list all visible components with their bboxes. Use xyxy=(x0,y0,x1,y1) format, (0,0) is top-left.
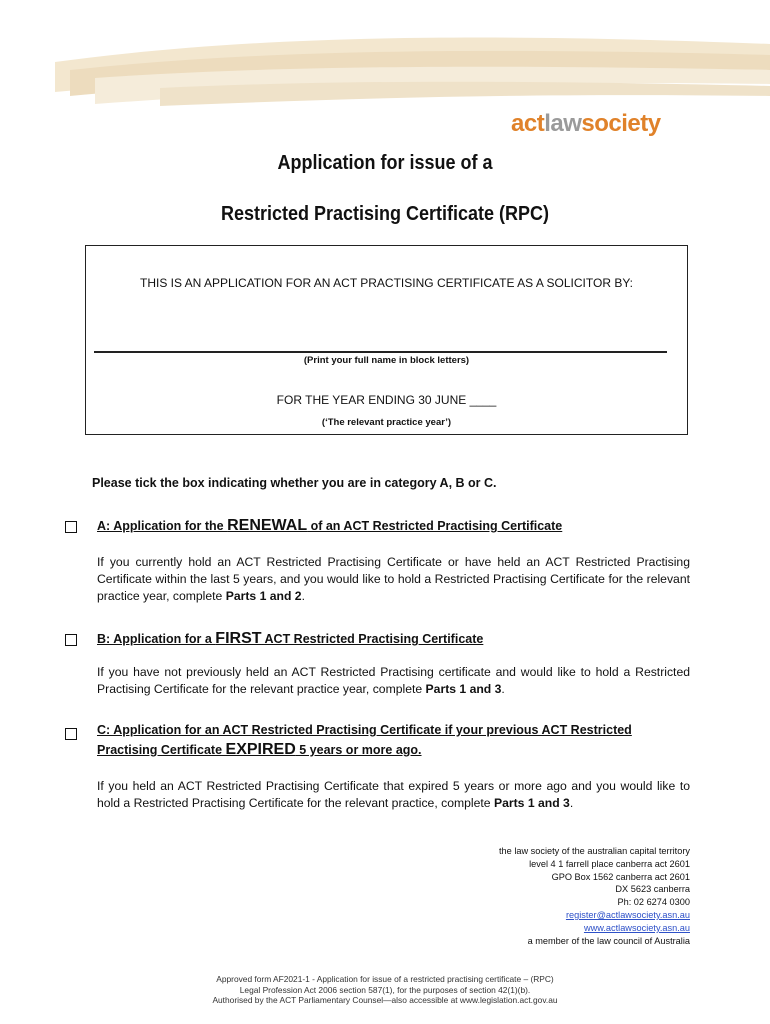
category-b-heading-post: ACT Restricted Practising Certificate xyxy=(261,632,484,646)
logo-act-text: act xyxy=(511,110,545,137)
category-a-heading xyxy=(97,517,562,535)
email-link[interactable]: register@actlawsociety.asn.au xyxy=(565,909,690,920)
category-c-heading-line-1: C: Application for an ACT Restricted Practising Certificate if your previous ACT Restricted xyxy=(97,723,632,737)
address-line: DX 5623 canberra xyxy=(615,884,690,895)
category-a-description xyxy=(97,554,690,605)
category-c-end: . xyxy=(569,796,574,810)
year-ending-field[interactable]: FOR THE YEAR ENDING 30 JUNE ____ xyxy=(276,393,497,407)
full-name-hint: (Print your full name in block letters) xyxy=(303,355,470,366)
actlawsociety-logo xyxy=(511,110,661,138)
category-b-checkbox[interactable] xyxy=(65,634,77,646)
category-c-heading-pre: Practising Certificate xyxy=(97,743,226,757)
title-line-1: Application for issue of a xyxy=(277,152,493,174)
address-line: GPO Box 1562 canberra act 2601 xyxy=(551,871,690,882)
category-c-heading-post: 5 years or more ago. xyxy=(295,743,422,757)
category-c-text: If you held an ACT Restricted Practising Certificate that expired 5 years or more ago and you would like to hold a Restricted Practising Certificate for the relevant practice, complete xyxy=(97,779,690,810)
category-b-heading xyxy=(97,630,483,648)
title-line-2: Restricted Practising Certificate (RPC) xyxy=(220,203,550,225)
category-instruction: Please tick the box indicating whether you are in category A, B or C. xyxy=(92,476,497,490)
category-a-end: . xyxy=(301,589,305,603)
footer-line: Legal Profession Act 2006 section 587(1), for the purposes of section 42(1)(b). xyxy=(239,984,531,995)
year-hint: (‘The relevant practice year’) xyxy=(321,417,452,428)
logo-society-text: society xyxy=(581,110,661,137)
expired-emphasis: EXPIRED xyxy=(225,741,296,758)
logo-law-text: law xyxy=(544,110,582,137)
renewal-emphasis: RENEWAL xyxy=(227,517,308,534)
law-society-address-block xyxy=(499,845,690,947)
category-a-text: If you currently hold an ACT Restricted Practising Certificate or have held an ACT Restricted Practising Certificate within the last 5 years, and you would like to hold a Restricted Practising Certificate for the relevant practice year, complete xyxy=(97,555,690,603)
applicant-details-box xyxy=(85,245,688,435)
category-b-parts: Parts 1 and 3 xyxy=(425,682,502,696)
category-b-description xyxy=(97,664,690,698)
category-a-parts: Parts 1 and 2 xyxy=(225,589,302,603)
category-b-heading-pre: B: Application for a xyxy=(97,632,216,646)
category-a-checkbox[interactable] xyxy=(65,521,77,533)
footer-line: Authorised by the ACT Parliamentary Counsel—also accessible at www.legislation.act.gov.au xyxy=(212,995,558,1005)
category-c-parts: Parts 1 and 3 xyxy=(493,796,570,810)
first-emphasis: FIRST xyxy=(215,630,262,647)
category-a-heading-post: of an ACT Restricted Practising Certificate xyxy=(307,519,563,533)
website-link[interactable]: www.actlawsociety.asn.au xyxy=(583,922,690,933)
category-b-text: If you have not previously held an ACT Restricted Practising certificate and would like to hold a Restricted Practising Certificate for the relevant practice year, complete xyxy=(97,665,690,696)
full-name-field[interactable] xyxy=(94,351,667,353)
category-c-checkbox[interactable] xyxy=(65,728,77,740)
membership-note: a member of the law council of Australia xyxy=(527,935,690,946)
category-c-description xyxy=(97,778,690,812)
category-c-heading-line-2 xyxy=(97,741,422,759)
address-line: the law society of the australian capital territory xyxy=(499,846,690,856)
address-line: level 4 1 farrell place canberra act 2601 xyxy=(529,858,690,869)
footer-line: Approved form AF2021-1 - Application for issue of a restricted practising certificate – (RPC) xyxy=(216,974,554,984)
header-swoosh-graphic xyxy=(0,0,770,110)
category-a-heading-pre: A: Application for the xyxy=(97,519,228,533)
category-b-end: . xyxy=(501,682,505,696)
phone-number: Ph: 02 6274 0300 xyxy=(617,897,690,908)
form-footer xyxy=(0,974,770,1006)
application-heading: THIS IS AN APPLICATION FOR AN ACT PRACTISING CERTIFICATE AS A SOLICITOR BY: xyxy=(139,276,633,290)
